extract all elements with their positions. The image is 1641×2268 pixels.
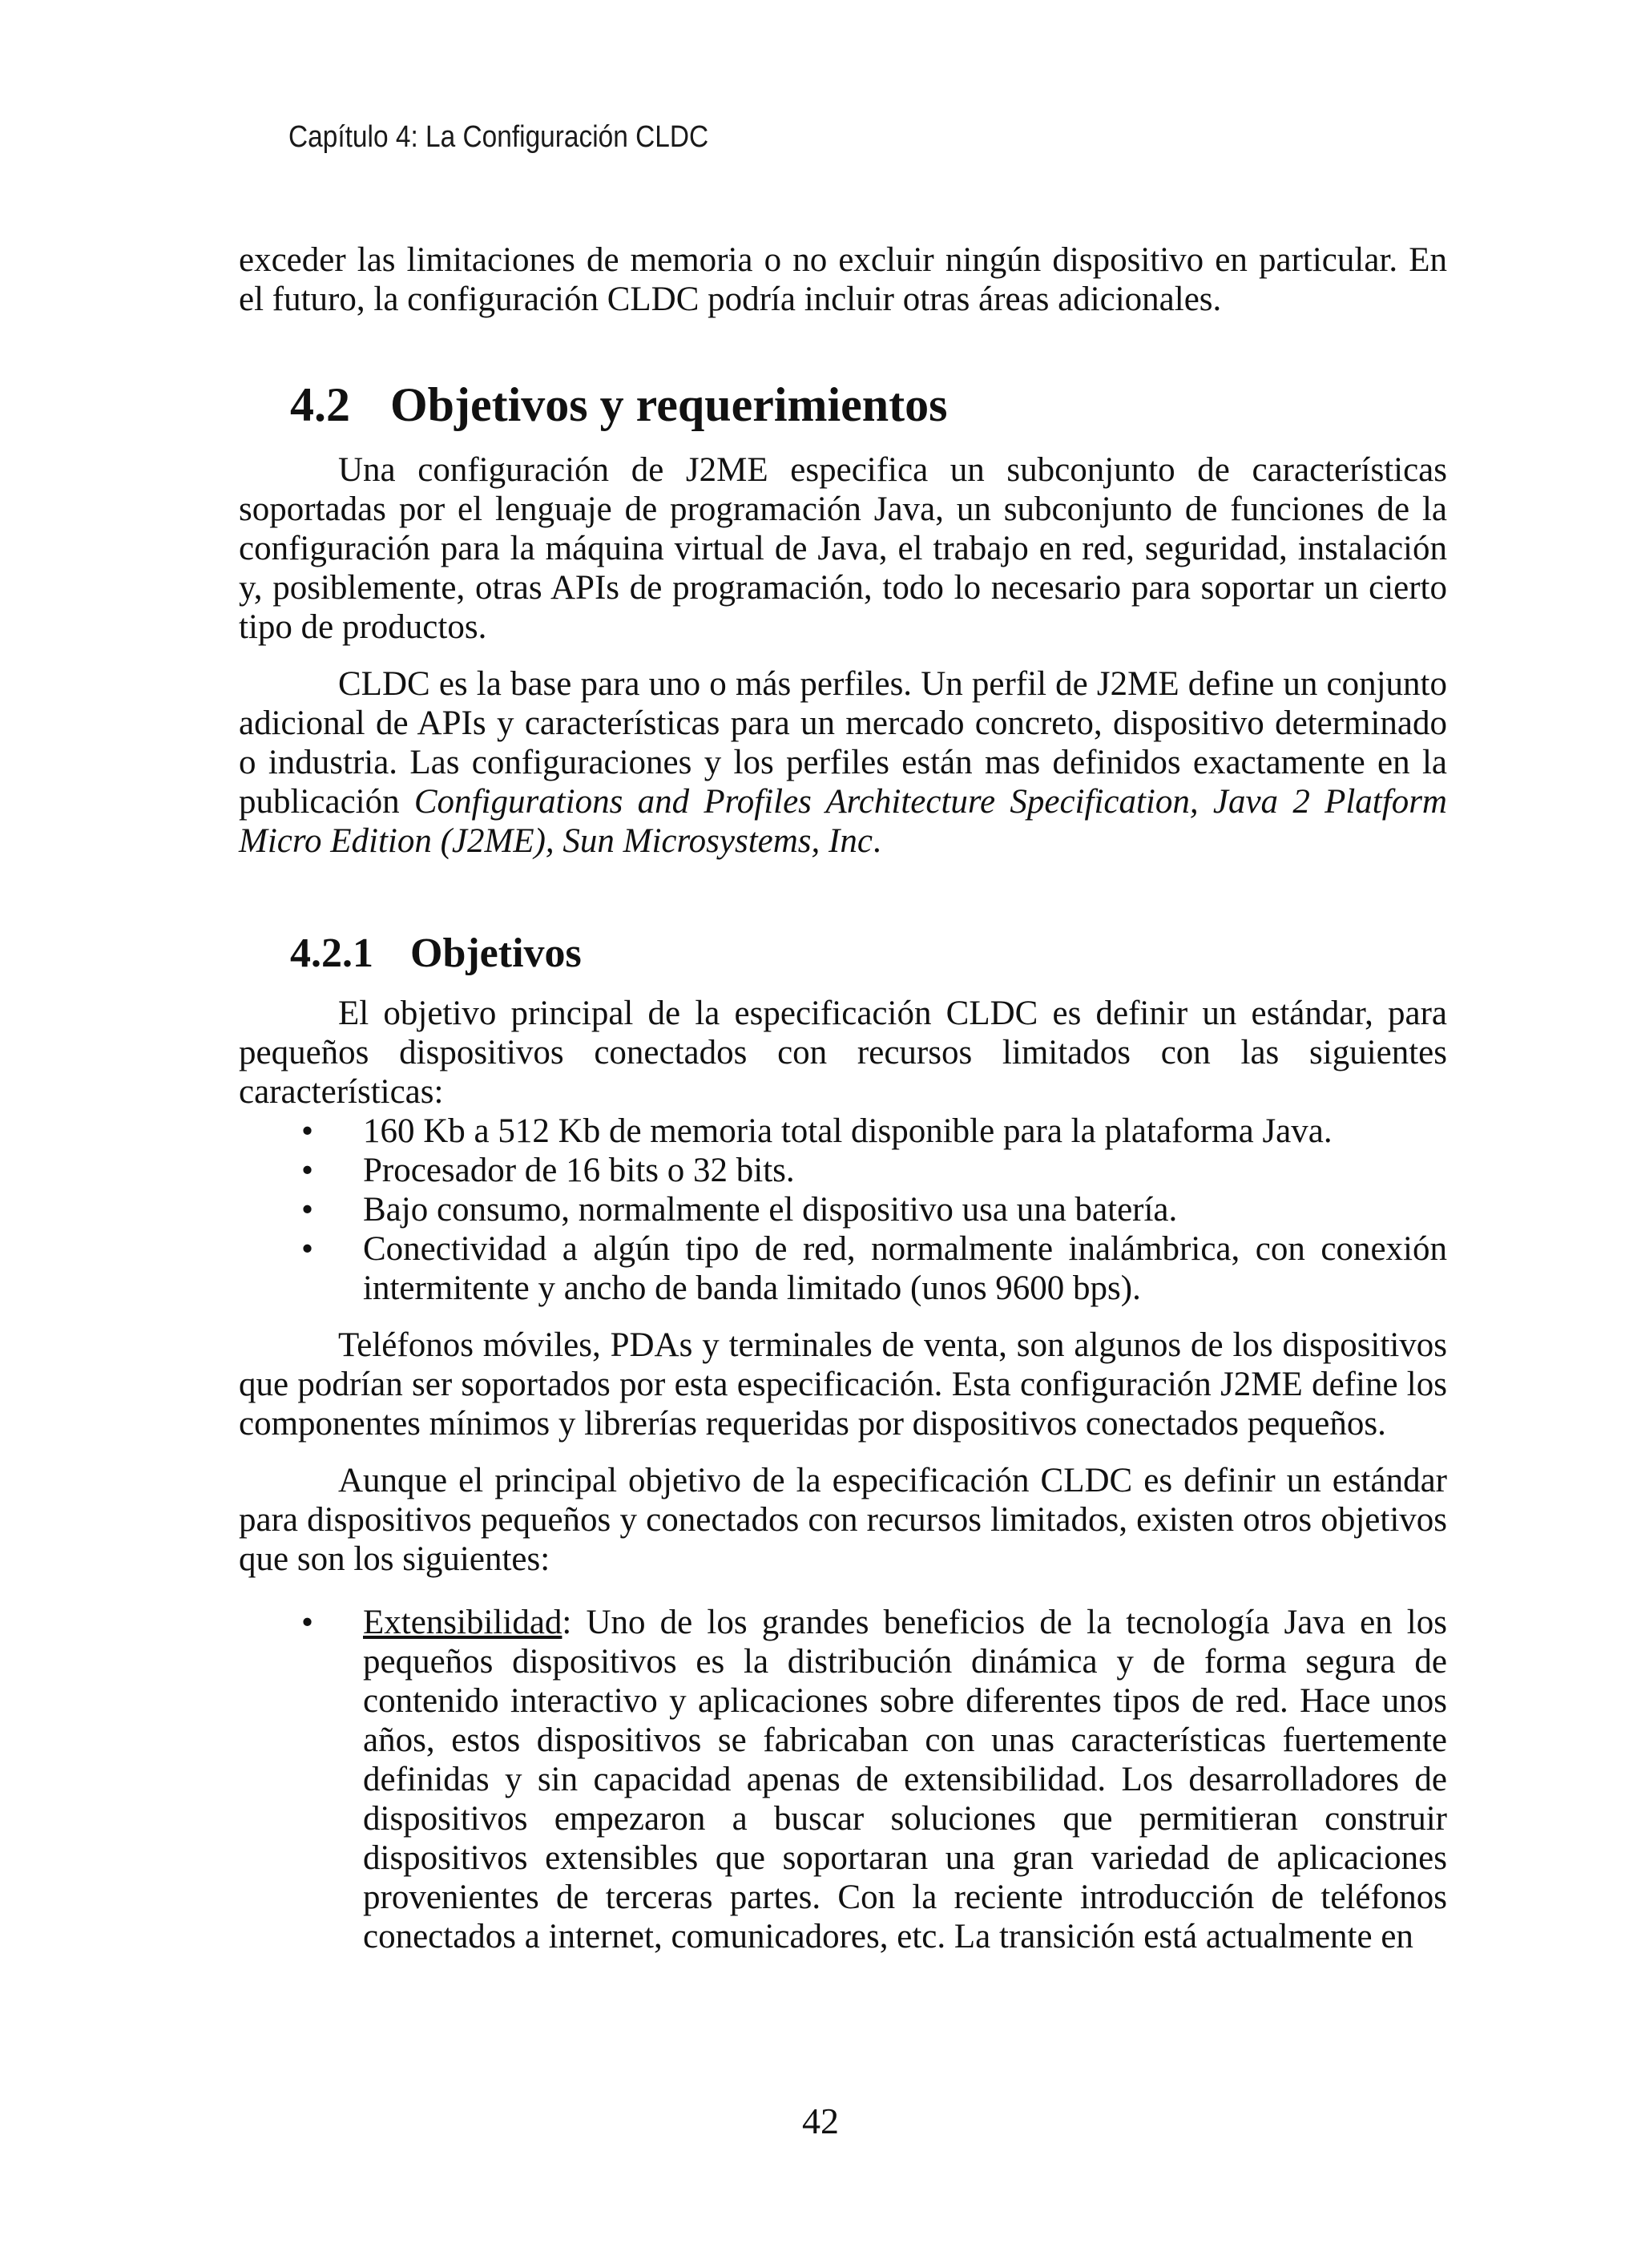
intro-paragraph: exceder las limitaciones de memoria o no excluir ningún dispositivo en particular. En el futuro, la configuración CLDC podría incluir otras áreas adicionales. [239,241,1447,318]
bullet-icon: • [301,1152,314,1189]
page-number: 42 [802,2101,839,2141]
goal-text: : Uno de los grandes beneficios de la tecnología Java en los pequeños dispositivos es la distribución dinámica y de forma segura de contenido interactivo y aplicaciones sobre diferentes tipos de red. Hace unos años, estos dispositivos se fabricaban con unas características fuertemente definidas y sin capacidad apenas de extensibilidad. Los desarrolladores de dispositivos empezaron a buscar soluciones que permitieran construir dispositivos extensibles que soportaran una gran variedad de aplicaciones provenientes de terceras partes. Con la reciente introducción de teléfonos conectados a internet, comunicadores, etc. La transición está actualmente en [363,1604,1447,1955]
goals-list [239,1603,1447,1956]
list-item: • Conectividad a algún tipo de red, normalmente inalámbrica, con conexión intermitente y ancho de banda limitado (unos 9600 bps). [301,1230,1447,1307]
section-heading-4-2 [290,377,1447,433]
page-body [239,240,1447,1956]
list-item: • Bajo consumo, normalmente el dispositivo usa una batería. [301,1191,1178,1229]
list-item [239,1603,1447,1956]
section-4-2-1-paragraph-1: El objetivo principal de la especificación CLDC es definir un estándar, para pequeños dispositivos conectados con recursos limitados con las siguientes características: [239,995,1447,1111]
bullet-icon: • [301,1230,314,1268]
paragraph-text: CLDC es la base para uno o más perfiles. Un perfil de J2ME define un conjunto adicional de APIs y características para un mercado concreto, dispositivo determinado o industria. Las configuraciones y los perfiles están mas definidos exactamente en la publicación [239,665,1447,821]
subsection-heading-4-2-1 [290,930,1447,978]
citation-title: Configurations and Profiles Architecture Specification, Java 2 Platform Micro Edition (J2ME), Sun Microsystems, Inc [239,783,1447,860]
section-title: Objetivos y requerimientos [390,378,948,431]
characteristics-list [239,1112,1447,1308]
bullet-icon: • [301,1604,314,1641]
bullet-icon: • [301,1191,314,1229]
section-4-2-1-paragraph-2: Teléfonos móviles, PDAs y terminales de venta, son algunos de los dispositivos que podrían ser soportados por esta especificación. Esta configuración J2ME define los componentes mínimos y librerías requeridas por dispositivos conectados pequeños. [239,1326,1447,1443]
running-header: Capítulo 4: La Configuración CLDC [288,120,709,154]
bullet-icon: • [301,1112,314,1150]
section-4-2-paragraph-2 [239,664,1447,861]
subsection-number: 4.2.1 [290,930,373,976]
paragraph-end: . [872,822,881,860]
list-item: • 160 Kb a 512 Kb de memoria total disponible para la plataforma Java. [301,1112,1333,1150]
goal-term: Extensibilidad [363,1604,562,1641]
section-number: 4.2 [290,378,350,431]
list-item: • Procesador de 16 bits o 32 bits. [301,1152,795,1189]
subsection-title: Objetivos [410,930,582,976]
section-4-2-1-paragraph-3: Aunque el principal objetivo de la especificación CLDC es definir un estándar para dispositivos pequeños y conectados con recursos limitados, existen otros objetivos que son los siguientes: [239,1462,1447,1578]
section-4-2-paragraph-1: Una configuración de J2ME especifica un subconjunto de características soportadas por el lenguaje de programación Java, un subconjunto de funciones de la configuración para la máquina virtual de Java, el trabajo en red, seguridad, instalación y, posiblemente, otras APIs de programación, todo lo necesario para soportar un cierto tipo de productos. [239,451,1447,646]
